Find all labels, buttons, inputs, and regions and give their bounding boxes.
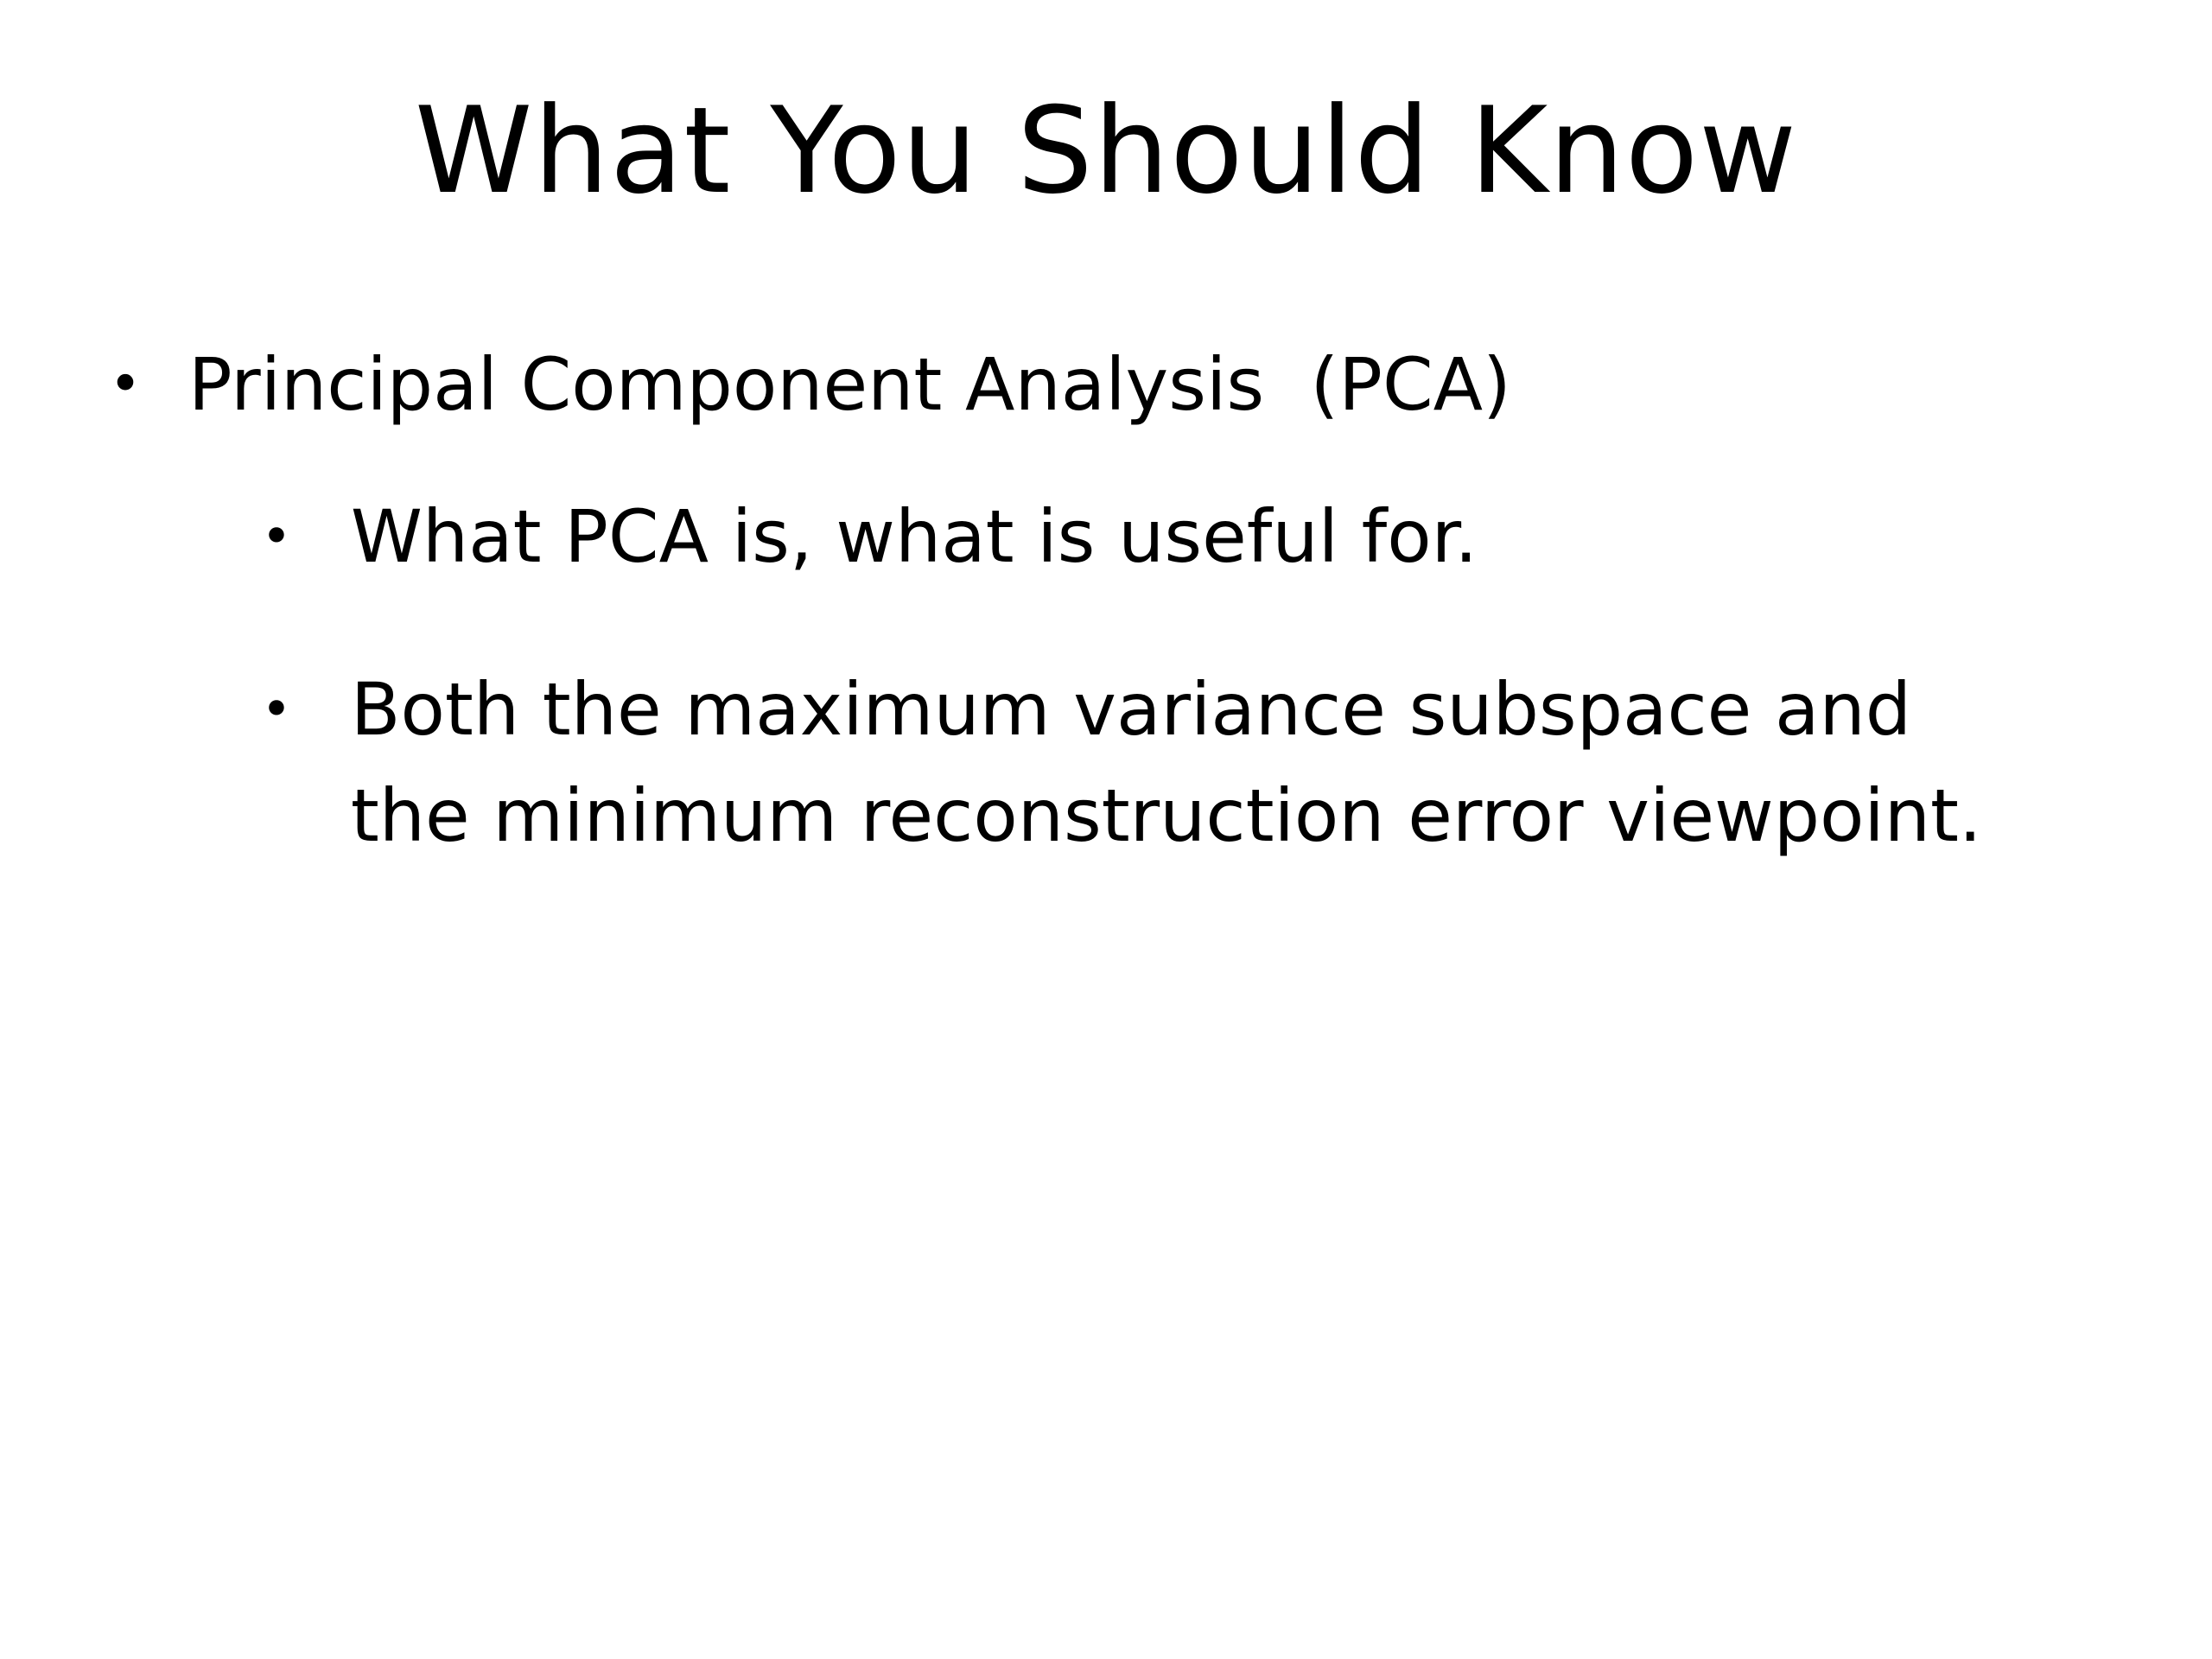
sub-bullet-item-what-pca-is bbox=[259, 484, 1987, 590]
sub-bullet-text: Both the maximum variance subspace and the minimum reconstruction error viewpoint. bbox=[350, 667, 1982, 858]
sub-bullet-item-viewpoints bbox=[259, 657, 1987, 869]
sub-bullet-marker: • bbox=[261, 679, 292, 740]
sub-bullet-text: What PCA is, what is useful for. bbox=[350, 494, 1478, 579]
bullet-text: Principal Component Analysis (PCA) bbox=[188, 342, 1511, 427]
bullet-marker: • bbox=[109, 353, 142, 416]
sub-bullet-marker: • bbox=[261, 506, 292, 567]
bullet-item-pca bbox=[108, 341, 1511, 428]
slide-title: What You Should Know bbox=[414, 81, 1798, 220]
